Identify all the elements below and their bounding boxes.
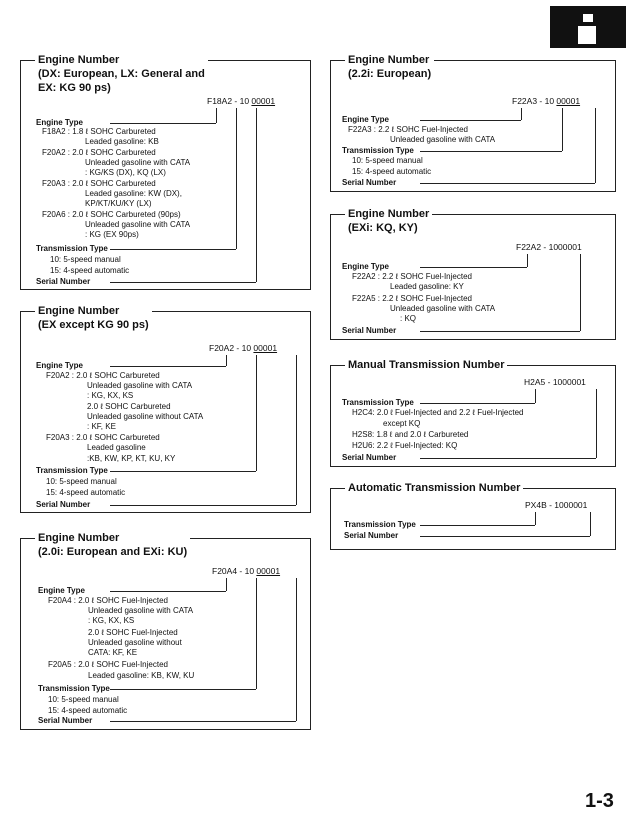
field-text: F20A4 : 2.0 ℓ SOHC Fuel-Injected <box>48 596 168 605</box>
field-text: CATA: KF, KE <box>88 648 138 657</box>
field-text: : KF, KE <box>87 422 116 431</box>
field-text: Unleaded gasoline with CATA <box>85 220 191 229</box>
field-text: Unleaded gasoline with CATA <box>88 606 194 615</box>
field-text: Unleaded gasoline with CATA <box>87 381 193 390</box>
field-label: Engine Type <box>36 361 83 370</box>
leader-line <box>420 120 521 121</box>
leader-line <box>216 108 217 123</box>
field-text: : KG (EX 90ps) <box>85 230 139 239</box>
field-label: Serial Number <box>342 453 397 462</box>
field-text: Unleaded gasoline without <box>88 638 182 647</box>
field-text: F20A6 : 2.0 ℓ SOHC Carbureted (90ps) <box>42 210 181 219</box>
leader-line <box>236 108 237 249</box>
leader-line <box>420 458 596 459</box>
field-text: Unleaded gasoline without CATA <box>87 412 204 421</box>
box-title: Manual Transmission Number <box>345 358 507 372</box>
field-text: 10: 5-speed manual <box>50 255 121 264</box>
leader-line <box>226 578 227 591</box>
field-label: Transmission Type <box>342 146 414 155</box>
leader-line <box>110 123 216 124</box>
field-text: : KG, KX, KS <box>88 616 135 625</box>
number-code: F22A3 - 10 00001 <box>512 96 581 106</box>
leader-line <box>110 505 296 506</box>
field-label: Transmission Type <box>344 520 416 529</box>
box-title: Engine Number (EX except KG 90 ps) <box>35 304 152 332</box>
field-label: Transmission Type <box>342 398 414 407</box>
leader-line <box>521 108 522 120</box>
field-label: Serial Number <box>344 531 399 540</box>
page-number: 1-3 <box>585 790 614 812</box>
field-text: F22A3 : 2.2 ℓ SOHC Fuel-Injected <box>348 125 468 134</box>
field-text: except KQ <box>383 419 421 428</box>
field-text: 15: 4-speed automatic <box>46 488 126 497</box>
leader-line <box>296 355 297 505</box>
field-text: 15: 4-speed automatic <box>50 266 130 275</box>
field-label: Engine Type <box>36 118 83 127</box>
field-label: Serial Number <box>36 500 91 509</box>
leader-line <box>110 282 256 283</box>
field-text: Leaded gasoline <box>87 443 146 452</box>
field-text: Unleaded gasoline with CATA <box>390 304 496 313</box>
field-text: 15: 4-speed automatic <box>352 167 432 176</box>
field-text: Leaded gasoline: KB <box>85 137 159 146</box>
leader-line <box>420 525 535 526</box>
leader-line <box>420 536 590 537</box>
field-text: F22A2 : 2.2 ℓ SOHC Fuel-Injected <box>352 272 472 281</box>
number-code: F18A2 - 10 00001 <box>207 96 276 106</box>
field-text: 10: 5-speed manual <box>352 156 423 165</box>
leader-line <box>420 403 535 404</box>
field-text: 2.0 ℓ SOHC Carbureted <box>87 402 171 411</box>
leader-line <box>110 366 226 367</box>
field-text: F20A5 : 2.0 ℓ SOHC Fuel-Injected <box>48 660 168 669</box>
leader-line <box>595 108 596 183</box>
field-text: Leaded gasoline: KW (DX), <box>85 189 182 198</box>
field-text: 10: 5-speed manual <box>46 477 117 486</box>
leader-line <box>590 512 591 536</box>
field-text: F18A2 : 1.8 ℓ SOHC Carbureted <box>42 127 156 136</box>
leader-line <box>110 249 236 250</box>
leader-line <box>420 331 580 332</box>
box-title: Engine Number (2.0i: European and EXi: KU) <box>35 531 190 559</box>
field-text: F20A3 : 2.0 ℓ SOHC Carbureted <box>42 179 156 188</box>
field-text: Unleaded gasoline with CATA <box>85 158 191 167</box>
leader-line <box>110 471 256 472</box>
leader-line <box>110 689 256 690</box>
leader-line <box>562 108 563 151</box>
field-text: : KG, KX, KS <box>87 391 134 400</box>
box-title: Engine Number (DX: European, LX: General and EX: KG 90 ps) <box>35 53 208 95</box>
leader-line <box>420 183 595 184</box>
field-label: Serial Number <box>342 178 397 187</box>
number-code: F22A2 - 1000001 <box>516 242 582 252</box>
field-text: : KG/KS (DX), KQ (LX) <box>85 168 166 177</box>
leader-line <box>420 151 562 152</box>
field-label: Engine Type <box>342 115 389 124</box>
field-text: F20A3 : 2.0 ℓ SOHC Carbureted <box>46 433 160 442</box>
field-label: Transmission Type <box>36 466 108 475</box>
field-text: F20A2 : 2.0 ℓ SOHC Carbureted <box>42 148 156 157</box>
box-title: Automatic Transmission Number <box>345 481 523 495</box>
field-text: KP/KT/KU/KY (LX) <box>85 199 152 208</box>
field-label: Engine Type <box>342 262 389 271</box>
leader-line <box>296 578 297 721</box>
number-code: F20A4 - 10 00001 <box>212 566 281 576</box>
field-label: Transmission Type <box>36 244 108 253</box>
field-text: F22A5 : 2.2 ℓ SOHC Fuel-Injected <box>352 294 472 303</box>
leader-line <box>527 254 528 267</box>
field-label: Transmission Type <box>38 684 110 693</box>
leader-line <box>256 108 257 282</box>
field-text: Unleaded gasoline with CATA <box>390 135 496 144</box>
field-text: : KQ <box>400 314 417 323</box>
field-text: Leaded gasoline: KB, KW, KU <box>88 671 195 680</box>
field-text: H2U6: 2.2 ℓ Fuel-Injected: KQ <box>352 441 458 450</box>
leader-line <box>110 591 226 592</box>
leader-line <box>535 512 536 525</box>
leader-line <box>110 721 296 722</box>
box-title: Engine Number (2.2i: European) <box>345 53 434 81</box>
field-label: Serial Number <box>38 716 93 725</box>
field-text: 10: 5-speed manual <box>48 695 119 704</box>
info-icon <box>550 6 626 48</box>
leader-line <box>256 355 257 471</box>
field-text: 2.0 ℓ SOHC Fuel-Injected <box>88 628 178 637</box>
number-code: H2A5 - 1000001 <box>524 377 586 387</box>
field-label: Engine Type <box>38 586 85 595</box>
number-code: F20A2 - 10 00001 <box>209 343 278 353</box>
field-label: Serial Number <box>36 277 91 286</box>
leader-line <box>256 578 257 689</box>
leader-line <box>226 355 227 366</box>
field-label: Serial Number <box>342 326 397 335</box>
leader-line <box>596 389 597 458</box>
field-text: F20A2 : 2.0 ℓ SOHC Carbureted <box>46 371 160 380</box>
field-text: H2C4: 2.0 ℓ Fuel-Injected and 2.2 ℓ Fuel-Injected <box>352 408 524 417</box>
leader-line <box>580 254 581 331</box>
field-text: H2S8: 1.8 ℓ and 2.0 ℓ Carbureted <box>352 430 469 439</box>
leader-line <box>535 389 536 403</box>
field-text: 15: 4-speed automatic <box>48 706 128 715</box>
leader-line <box>420 267 527 268</box>
field-text: :KB, KW, KP, KT, KU, KY <box>87 454 176 463</box>
number-code: PX4B - 1000001 <box>525 500 588 510</box>
box-title: Engine Number (EXi: KQ, KY) <box>345 207 432 235</box>
field-text: Leaded gasoline: KY <box>390 282 464 291</box>
